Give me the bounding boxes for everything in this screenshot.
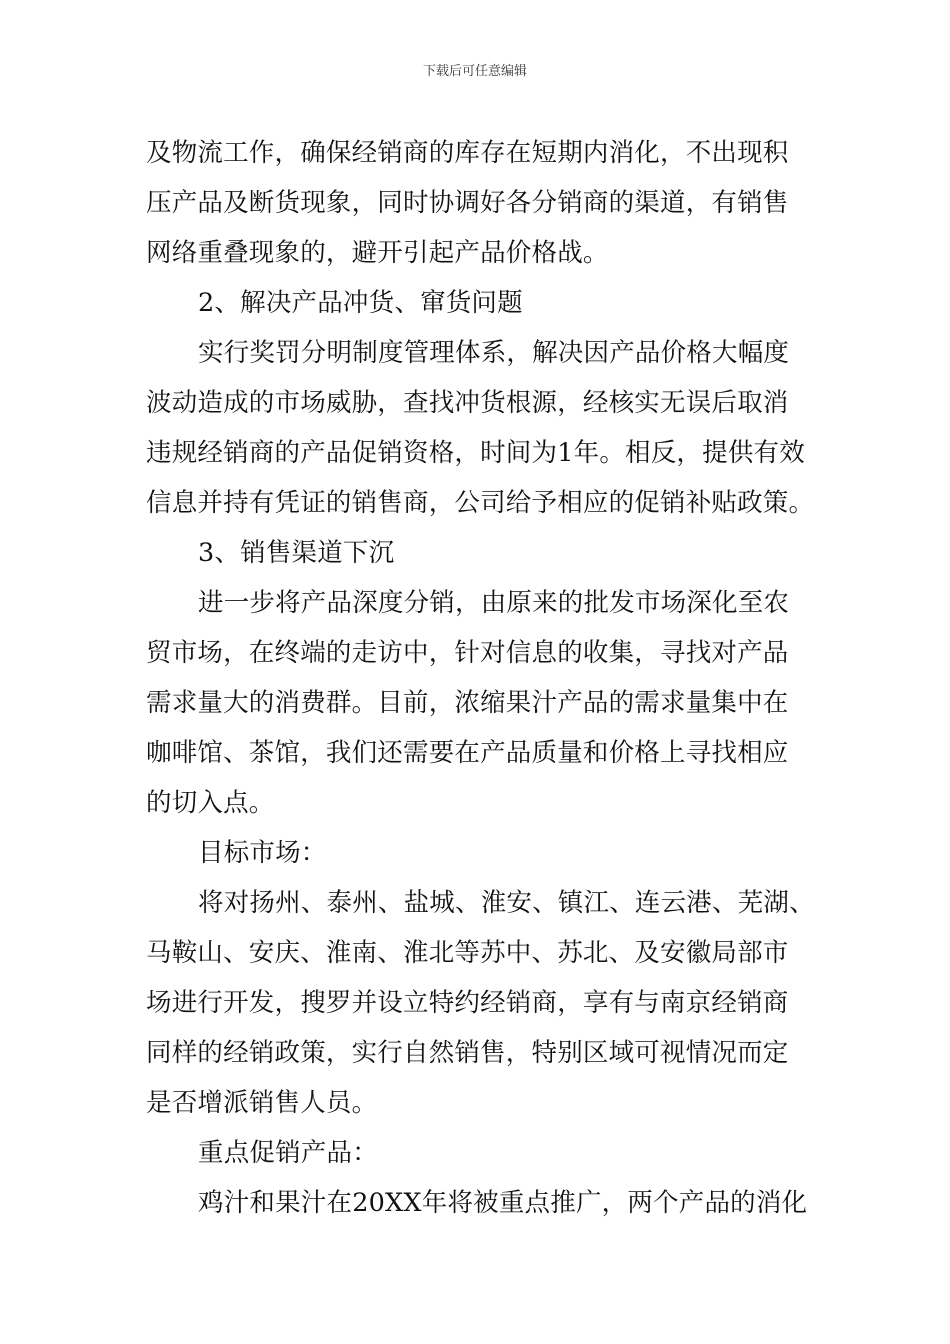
text-line: 压产品及断货现象，同时协调好各分销商的渠道，有销售 (146, 188, 789, 218)
text-line: 实行奖罚分明制度管理体系，解决因产品价格大幅度 (198, 338, 790, 368)
page-header: 下载后可任意编辑 (422, 64, 527, 79)
section-heading: 2、解决产品冲货、窜货问题 (198, 288, 523, 318)
text-line: 需求量大的消费群。目前，浓缩果汁产品的需求量集中在 (146, 688, 789, 718)
section-heading: 3、销售渠道下沉 (198, 538, 395, 568)
text-line: 贸市场，在终端的走访中，针对信息的收集，寻找对产品 (146, 638, 789, 668)
text-line: 场进行开发，搜罗并设立特约经销商，享有与南京经销商 (146, 988, 789, 1018)
text-line: 马鞍山、安庆、淮南、淮北等苏中、苏北、及安徽局部市 (146, 938, 789, 968)
text-line: 信息并持有凭证的销售商，公司给予相应的促销补贴政策。 (146, 488, 815, 518)
text-line: 进一步将产品深度分销，由原来的批发市场深化至农 (198, 588, 790, 618)
text-line: 波动造成的市场威胁，查找冲货根源，经核实无误后取消 (146, 388, 789, 418)
document-body (146, 128, 826, 1228)
text-line: 将对扬州、泰州、盐城、淮安、镇江、连云港、芜湖、 (198, 888, 815, 918)
section-heading: 重点促销产品： (198, 1138, 378, 1168)
text-line: 是否增派销售人员。 (146, 1088, 378, 1118)
text-line: 的切入点。 (146, 788, 275, 818)
text-line: 违规经销商的产品促销资格，时间为1年。相反，提供有效 (146, 438, 805, 468)
text-line: 及物流工作，确保经销商的库存在短期内消化，不出现积 (146, 138, 789, 168)
text-line: 网络重叠现象的，避开引起产品价格战。 (146, 238, 609, 268)
section-heading: 目标市场： (198, 838, 327, 868)
text-line: 鸡汁和果汁在20XX年将被重点推广，两个产品的消化 (198, 1188, 808, 1218)
text-line: 咖啡馆、茶馆，我们还需要在产品质量和价格上寻找相应 (146, 738, 789, 768)
text-line: 同样的经销政策，实行自然销售，特别区域可视情况而定 (146, 1038, 789, 1068)
